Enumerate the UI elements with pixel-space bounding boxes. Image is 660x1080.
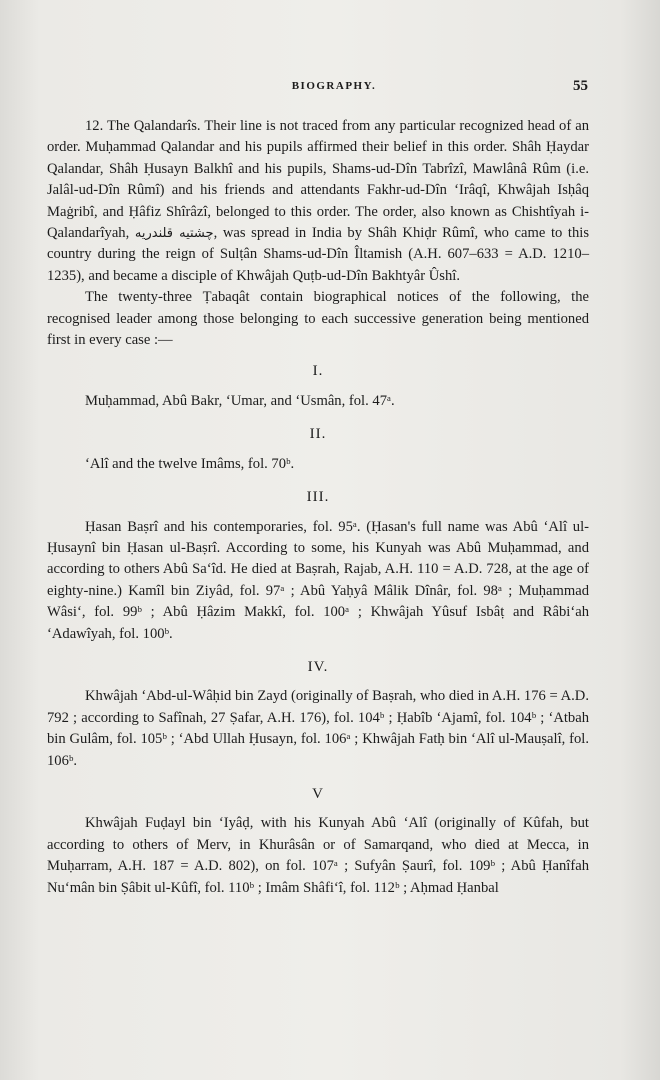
section-heading-2: II.	[309, 426, 327, 443]
section-text-3: Ḥasan Baṣrî and his contemporaries, fol. 95ᵃ. (Ḥasan's full name was Abû ‘Alî ul-Ḥusaynî bin Ḥasan ul-Baṣrî. According to some, his Kunyah was Abû Muḥammad, and according to others Abû Sa‘îd. He died at Baṣrah, Rajab, A.H. 110 = A.D. 728, at the age of eighty-nine.) Kamîl bin Ziyâd, fol. 97ᵃ ; Abû Yaḥyâ Mâlik Dînâr, fol. 98ᵃ ; Muḥammad Wâsi‘, fol. 99ᵇ ; Abû Ḥâzim Makkî, fol. 100ᵃ ; Khwâjah Yûsuf Isbâṭ and Râbi‘ah ‘Adawîyah, fol. 100ᵇ.	[47, 518, 589, 642]
section-heading-5: V	[312, 785, 324, 802]
paragraph-qalandaris-continuation: , was spread in India by Shâh Khiḍr Rûmî, who came to this country during the reign of Sulṭân Shams-ud-Dîn Îltamish (A.H. 607–633 = A.D. 1210–1235), and became a disciple of Khwâjah Quṭb-ud-Dîn Bakhtyâr Ûshî.	[47, 225, 589, 284]
section-text-1: Muḥammad, Abû Bakr, ‘Umar, and ‘Usmân, fol. 47ᵃ.	[85, 392, 395, 409]
paragraph-tabaqat-intro: The twenty-three Ṭabaqât contain biographical notices of the following, the recognised leader among those belonging to each successive generation being mentioned first in every case :—	[47, 289, 589, 349]
section-text-5: Khwâjah Fuḍayl bin ‘Iyâḍ, with his Kunyah Abû ‘Alî (originally of Kûfah, but according to others of Merv, in Khurâsân or of Samarqand, who died at Mecca, in Muḥarram, A.H. 187 = A.D. 802), on fol. 107ᵃ ; Sufyân Ṣaurî, fol. 109ᵇ ; Abû Ḥanîfah Nu‘mân bin Ṣâbit ul-Kûfî, fol. 110ᵇ ; Imâm Shâfi‘î, fol. 112ᵇ ; Aḥmad Ḥanbal	[47, 815, 589, 896]
page-body	[47, 116, 589, 899]
arabic-phrase: چشتیه قلندریه	[134, 226, 214, 242]
section-heading-4: IV.	[307, 658, 329, 675]
section-heading-1: I.	[312, 363, 324, 380]
paragraph-qalandaris-text: 12. The Qalandarîs. Their line is not traced from any particular recognized head of an order. Muḥammad Qalandar and his pupils affirmed their belief in this order. Shâh Ḥaydar Qalandar, Shâh Ḥusayn Balkhî and his pupils, Shams-ud-Dîn Tabrîzî, Mawlânâ Rûm (i.e. Jalâl-ud-Dîn Rûmî) and his friends and attendants Fakhr-ud-Dîn ‘Irâqî, Khwâjah Isḥâq Maġribî, and Ḥâfiz Shîrâzî, belonged to this order. The order, also known as Chishtîyah i-Qalandarîyah,	[47, 118, 589, 242]
paragraph-qalandaris	[47, 116, 589, 287]
running-head: BIOGRAPHY.	[291, 80, 377, 92]
page-number: 55	[573, 78, 588, 94]
section-text-4: Khwâjah ‘Abd-ul-Wâḥid bin Zayd (originally of Baṣrah, who died in A.H. 176 = A.D. 792 ; according to Safînah, 27 Ṣafar, A.H. 176), fol. 104ᵇ ; Ḥabîb ‘Ajamî, fol. 104ᵇ ; ‘Atbah bin Gulâm, fol. 105ᵇ ; ‘Abd Ullah Ḥusayn, fol. 106ᵃ ; Khwâjah Fatḥ bin ‘Alî ul-Mauṣalî, fol. 106ᵇ.	[47, 688, 589, 769]
page-header	[80, 78, 588, 98]
section-heading-3: III.	[306, 489, 330, 506]
section-text-2: ‘Alî and the twelve Imâms, fol. 70ᵇ.	[85, 455, 295, 472]
